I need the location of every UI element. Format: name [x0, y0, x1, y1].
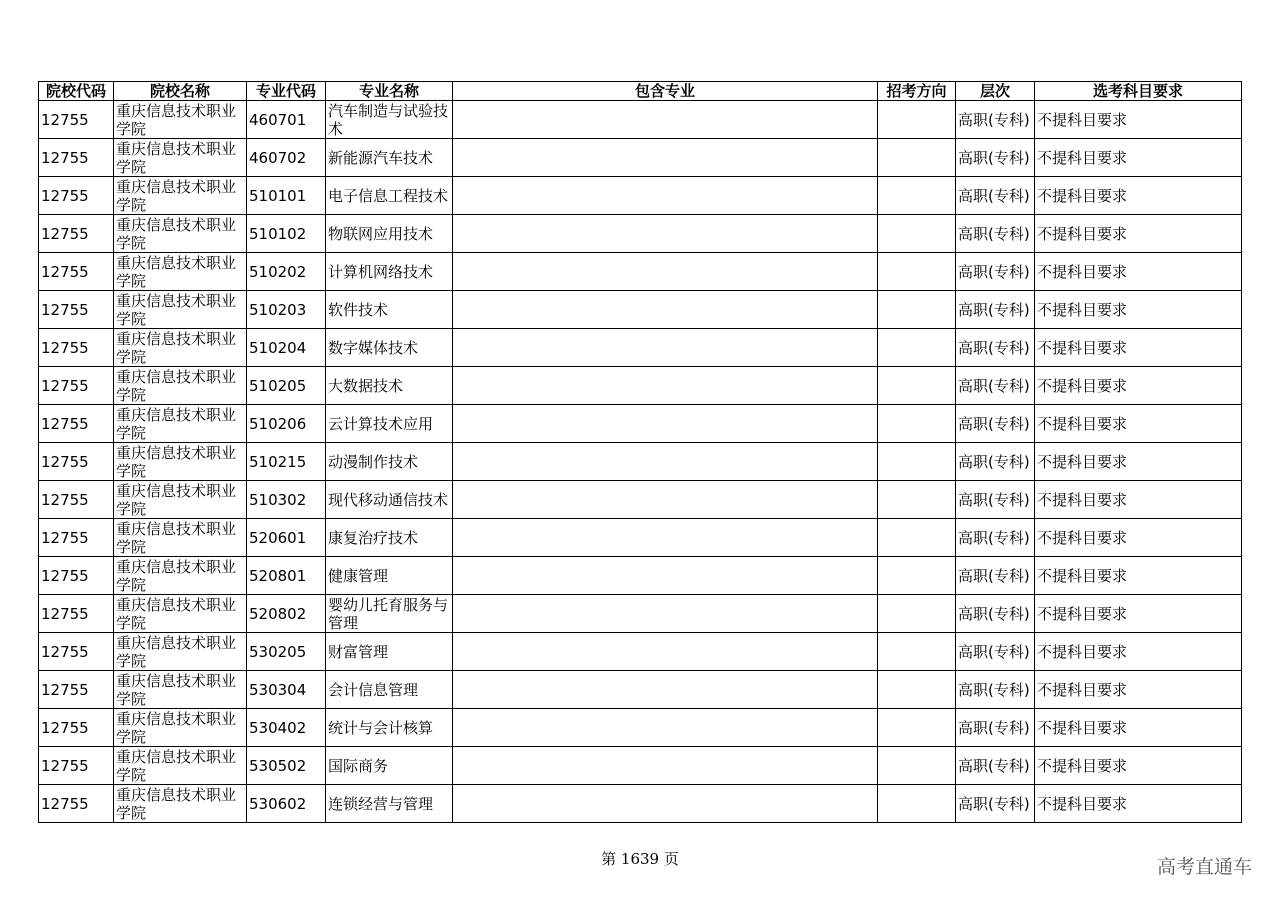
cell-school-code: 12755 [39, 177, 114, 215]
cell-major-code: 510302 [247, 481, 326, 519]
cell-school-code: 12755 [39, 215, 114, 253]
cell-major-code: 510203 [247, 291, 326, 329]
table-row [39, 785, 1242, 823]
cell-major-name: 动漫制作技术 [326, 443, 453, 481]
table-row [39, 481, 1242, 519]
cell-requirement: 不提科目要求 [1035, 177, 1242, 215]
cell-level: 高职(专科) [956, 747, 1035, 785]
table-row [39, 595, 1242, 633]
watermark-text: 高考直通车 [1156, 856, 1252, 878]
cell-major-name: 会计信息管理 [326, 671, 453, 709]
cell-requirement: 不提科目要求 [1035, 291, 1242, 329]
cell-direction [878, 595, 956, 633]
header-included-majors: 包含专业 [453, 82, 878, 101]
cell-included-majors [453, 329, 878, 367]
cell-major-name: 计算机网络技术 [326, 253, 453, 291]
cell-major-code: 530205 [247, 633, 326, 671]
cell-school-code: 12755 [39, 633, 114, 671]
cell-included-majors [453, 785, 878, 823]
cell-level: 高职(专科) [956, 291, 1035, 329]
cell-requirement: 不提科目要求 [1035, 329, 1242, 367]
cell-school-code: 12755 [39, 367, 114, 405]
table-row [39, 633, 1242, 671]
cell-level: 高职(专科) [956, 595, 1035, 633]
cell-major-name: 国际商务 [326, 747, 453, 785]
cell-major-code: 530304 [247, 671, 326, 709]
cell-level: 高职(专科) [956, 215, 1035, 253]
table-row [39, 291, 1242, 329]
cell-direction [878, 101, 956, 139]
cell-direction [878, 785, 956, 823]
cell-requirement: 不提科目要求 [1035, 101, 1242, 139]
cell-level: 高职(专科) [956, 481, 1035, 519]
cell-level: 高职(专科) [956, 329, 1035, 367]
cell-major-name: 财富管理 [326, 633, 453, 671]
cell-requirement: 不提科目要求 [1035, 747, 1242, 785]
cell-school-code: 12755 [39, 747, 114, 785]
cell-direction [878, 633, 956, 671]
cell-major-code: 510102 [247, 215, 326, 253]
cell-school-name: 重庆信息技术职业学院 [114, 101, 247, 139]
cell-direction [878, 177, 956, 215]
cell-school-code: 12755 [39, 101, 114, 139]
cell-major-code: 460701 [247, 101, 326, 139]
cell-school-name: 重庆信息技术职业学院 [114, 139, 247, 177]
cell-major-name: 现代移动通信技术 [326, 481, 453, 519]
cell-requirement: 不提科目要求 [1035, 367, 1242, 405]
cell-major-code: 520601 [247, 519, 326, 557]
cell-school-name: 重庆信息技术职业学院 [114, 177, 247, 215]
cell-included-majors [453, 291, 878, 329]
header-major-code: 专业代码 [247, 82, 326, 101]
cell-included-majors [453, 215, 878, 253]
cell-direction [878, 329, 956, 367]
header-major-name: 专业名称 [326, 82, 453, 101]
table-row [39, 177, 1242, 215]
cell-major-code: 510205 [247, 367, 326, 405]
cell-major-code: 510204 [247, 329, 326, 367]
cell-included-majors [453, 253, 878, 291]
cell-level: 高职(专科) [956, 101, 1035, 139]
cell-school-code: 12755 [39, 709, 114, 747]
table-row [39, 405, 1242, 443]
table-row [39, 215, 1242, 253]
cell-major-name: 数字媒体技术 [326, 329, 453, 367]
table-body [39, 101, 1242, 823]
table-row [39, 709, 1242, 747]
cell-school-name: 重庆信息技术职业学院 [114, 747, 247, 785]
cell-included-majors [453, 101, 878, 139]
cell-included-majors [453, 139, 878, 177]
cell-requirement: 不提科目要求 [1035, 671, 1242, 709]
cell-school-name: 重庆信息技术职业学院 [114, 367, 247, 405]
cell-included-majors [453, 177, 878, 215]
cell-included-majors [453, 557, 878, 595]
cell-requirement: 不提科目要求 [1035, 481, 1242, 519]
cell-direction [878, 291, 956, 329]
cell-included-majors [453, 709, 878, 747]
header-school-code: 院校代码 [39, 82, 114, 101]
cell-direction [878, 443, 956, 481]
header-direction: 招考方向 [878, 82, 956, 101]
cell-school-code: 12755 [39, 557, 114, 595]
cell-level: 高职(专科) [956, 671, 1035, 709]
cell-school-name: 重庆信息技术职业学院 [114, 595, 247, 633]
cell-major-name: 汽车制造与试验技术 [326, 101, 453, 139]
cell-school-code: 12755 [39, 519, 114, 557]
cell-major-code: 510215 [247, 443, 326, 481]
cell-major-name: 云计算技术应用 [326, 405, 453, 443]
cell-major-name: 健康管理 [326, 557, 453, 595]
cell-school-code: 12755 [39, 481, 114, 519]
cell-major-name: 电子信息工程技术 [326, 177, 453, 215]
cell-direction [878, 747, 956, 785]
cell-level: 高职(专科) [956, 519, 1035, 557]
table-row [39, 329, 1242, 367]
table-row [39, 671, 1242, 709]
cell-included-majors [453, 747, 878, 785]
cell-school-name: 重庆信息技术职业学院 [114, 709, 247, 747]
cell-requirement: 不提科目要求 [1035, 405, 1242, 443]
cell-level: 高职(专科) [956, 633, 1035, 671]
table-row [39, 519, 1242, 557]
cell-school-name: 重庆信息技术职业学院 [114, 785, 247, 823]
cell-school-code: 12755 [39, 139, 114, 177]
cell-major-code: 460702 [247, 139, 326, 177]
cell-requirement: 不提科目要求 [1035, 519, 1242, 557]
table-row [39, 253, 1242, 291]
table-row [39, 367, 1242, 405]
cell-school-name: 重庆信息技术职业学院 [114, 519, 247, 557]
cell-requirement: 不提科目要求 [1035, 633, 1242, 671]
cell-level: 高职(专科) [956, 709, 1035, 747]
cell-requirement: 不提科目要求 [1035, 595, 1242, 633]
cell-requirement: 不提科目要求 [1035, 253, 1242, 291]
table-row [39, 557, 1242, 595]
cell-major-name: 连锁经营与管理 [326, 785, 453, 823]
cell-included-majors [453, 633, 878, 671]
cell-direction [878, 557, 956, 595]
cell-major-code: 510101 [247, 177, 326, 215]
cell-requirement: 不提科目要求 [1035, 215, 1242, 253]
cell-level: 高职(专科) [956, 405, 1035, 443]
cell-major-code: 530402 [247, 709, 326, 747]
cell-major-name: 康复治疗技术 [326, 519, 453, 557]
cell-school-code: 12755 [39, 329, 114, 367]
cell-direction [878, 709, 956, 747]
table-row [39, 443, 1242, 481]
cell-included-majors [453, 671, 878, 709]
cell-major-code: 510206 [247, 405, 326, 443]
cell-school-name: 重庆信息技术职业学院 [114, 405, 247, 443]
cell-school-name: 重庆信息技术职业学院 [114, 633, 247, 671]
cell-direction [878, 367, 956, 405]
cell-included-majors [453, 595, 878, 633]
header-school-name: 院校名称 [114, 82, 247, 101]
cell-level: 高职(专科) [956, 785, 1035, 823]
cell-level: 高职(专科) [956, 367, 1035, 405]
page-number: 第 1639 页 [601, 850, 679, 868]
cell-level: 高职(专科) [956, 557, 1035, 595]
cell-major-code: 530502 [247, 747, 326, 785]
cell-requirement: 不提科目要求 [1035, 443, 1242, 481]
cell-requirement: 不提科目要求 [1035, 709, 1242, 747]
cell-school-name: 重庆信息技术职业学院 [114, 557, 247, 595]
cell-level: 高职(专科) [956, 253, 1035, 291]
cell-requirement: 不提科目要求 [1035, 785, 1242, 823]
cell-school-code: 12755 [39, 595, 114, 633]
cell-major-name: 软件技术 [326, 291, 453, 329]
cell-major-name: 婴幼儿托育服务与管理 [326, 595, 453, 633]
cell-school-name: 重庆信息技术职业学院 [114, 481, 247, 519]
cell-major-name: 大数据技术 [326, 367, 453, 405]
cell-major-code: 520801 [247, 557, 326, 595]
cell-included-majors [453, 405, 878, 443]
admissions-table [38, 81, 1242, 823]
cell-school-name: 重庆信息技术职业学院 [114, 329, 247, 367]
cell-direction [878, 481, 956, 519]
cell-school-name: 重庆信息技术职业学院 [114, 253, 247, 291]
cell-school-name: 重庆信息技术职业学院 [114, 443, 247, 481]
cell-school-name: 重庆信息技术职业学院 [114, 671, 247, 709]
cell-level: 高职(专科) [956, 139, 1035, 177]
cell-direction [878, 253, 956, 291]
cell-school-code: 12755 [39, 253, 114, 291]
cell-school-code: 12755 [39, 443, 114, 481]
cell-school-name: 重庆信息技术职业学院 [114, 291, 247, 329]
cell-direction [878, 215, 956, 253]
cell-school-name: 重庆信息技术职业学院 [114, 215, 247, 253]
table-row [39, 139, 1242, 177]
cell-included-majors [453, 443, 878, 481]
cell-included-majors [453, 481, 878, 519]
cell-level: 高职(专科) [956, 443, 1035, 481]
cell-direction [878, 139, 956, 177]
cell-included-majors [453, 519, 878, 557]
cell-major-name: 物联网应用技术 [326, 215, 453, 253]
cell-requirement: 不提科目要求 [1035, 139, 1242, 177]
cell-school-code: 12755 [39, 291, 114, 329]
cell-school-code: 12755 [39, 405, 114, 443]
cell-school-code: 12755 [39, 671, 114, 709]
header-row [39, 82, 1242, 101]
header-level: 层次 [956, 82, 1035, 101]
cell-major-code: 530602 [247, 785, 326, 823]
cell-major-code: 520802 [247, 595, 326, 633]
cell-level: 高职(专科) [956, 177, 1035, 215]
cell-direction [878, 405, 956, 443]
cell-major-code: 510202 [247, 253, 326, 291]
cell-major-name: 新能源汽车技术 [326, 139, 453, 177]
cell-included-majors [453, 367, 878, 405]
header-requirement: 选考科目要求 [1035, 82, 1242, 101]
table-row [39, 747, 1242, 785]
table-row [39, 101, 1242, 139]
cell-direction [878, 671, 956, 709]
cell-school-code: 12755 [39, 785, 114, 823]
cell-requirement: 不提科目要求 [1035, 557, 1242, 595]
cell-major-name: 统计与会计核算 [326, 709, 453, 747]
cell-direction [878, 519, 956, 557]
